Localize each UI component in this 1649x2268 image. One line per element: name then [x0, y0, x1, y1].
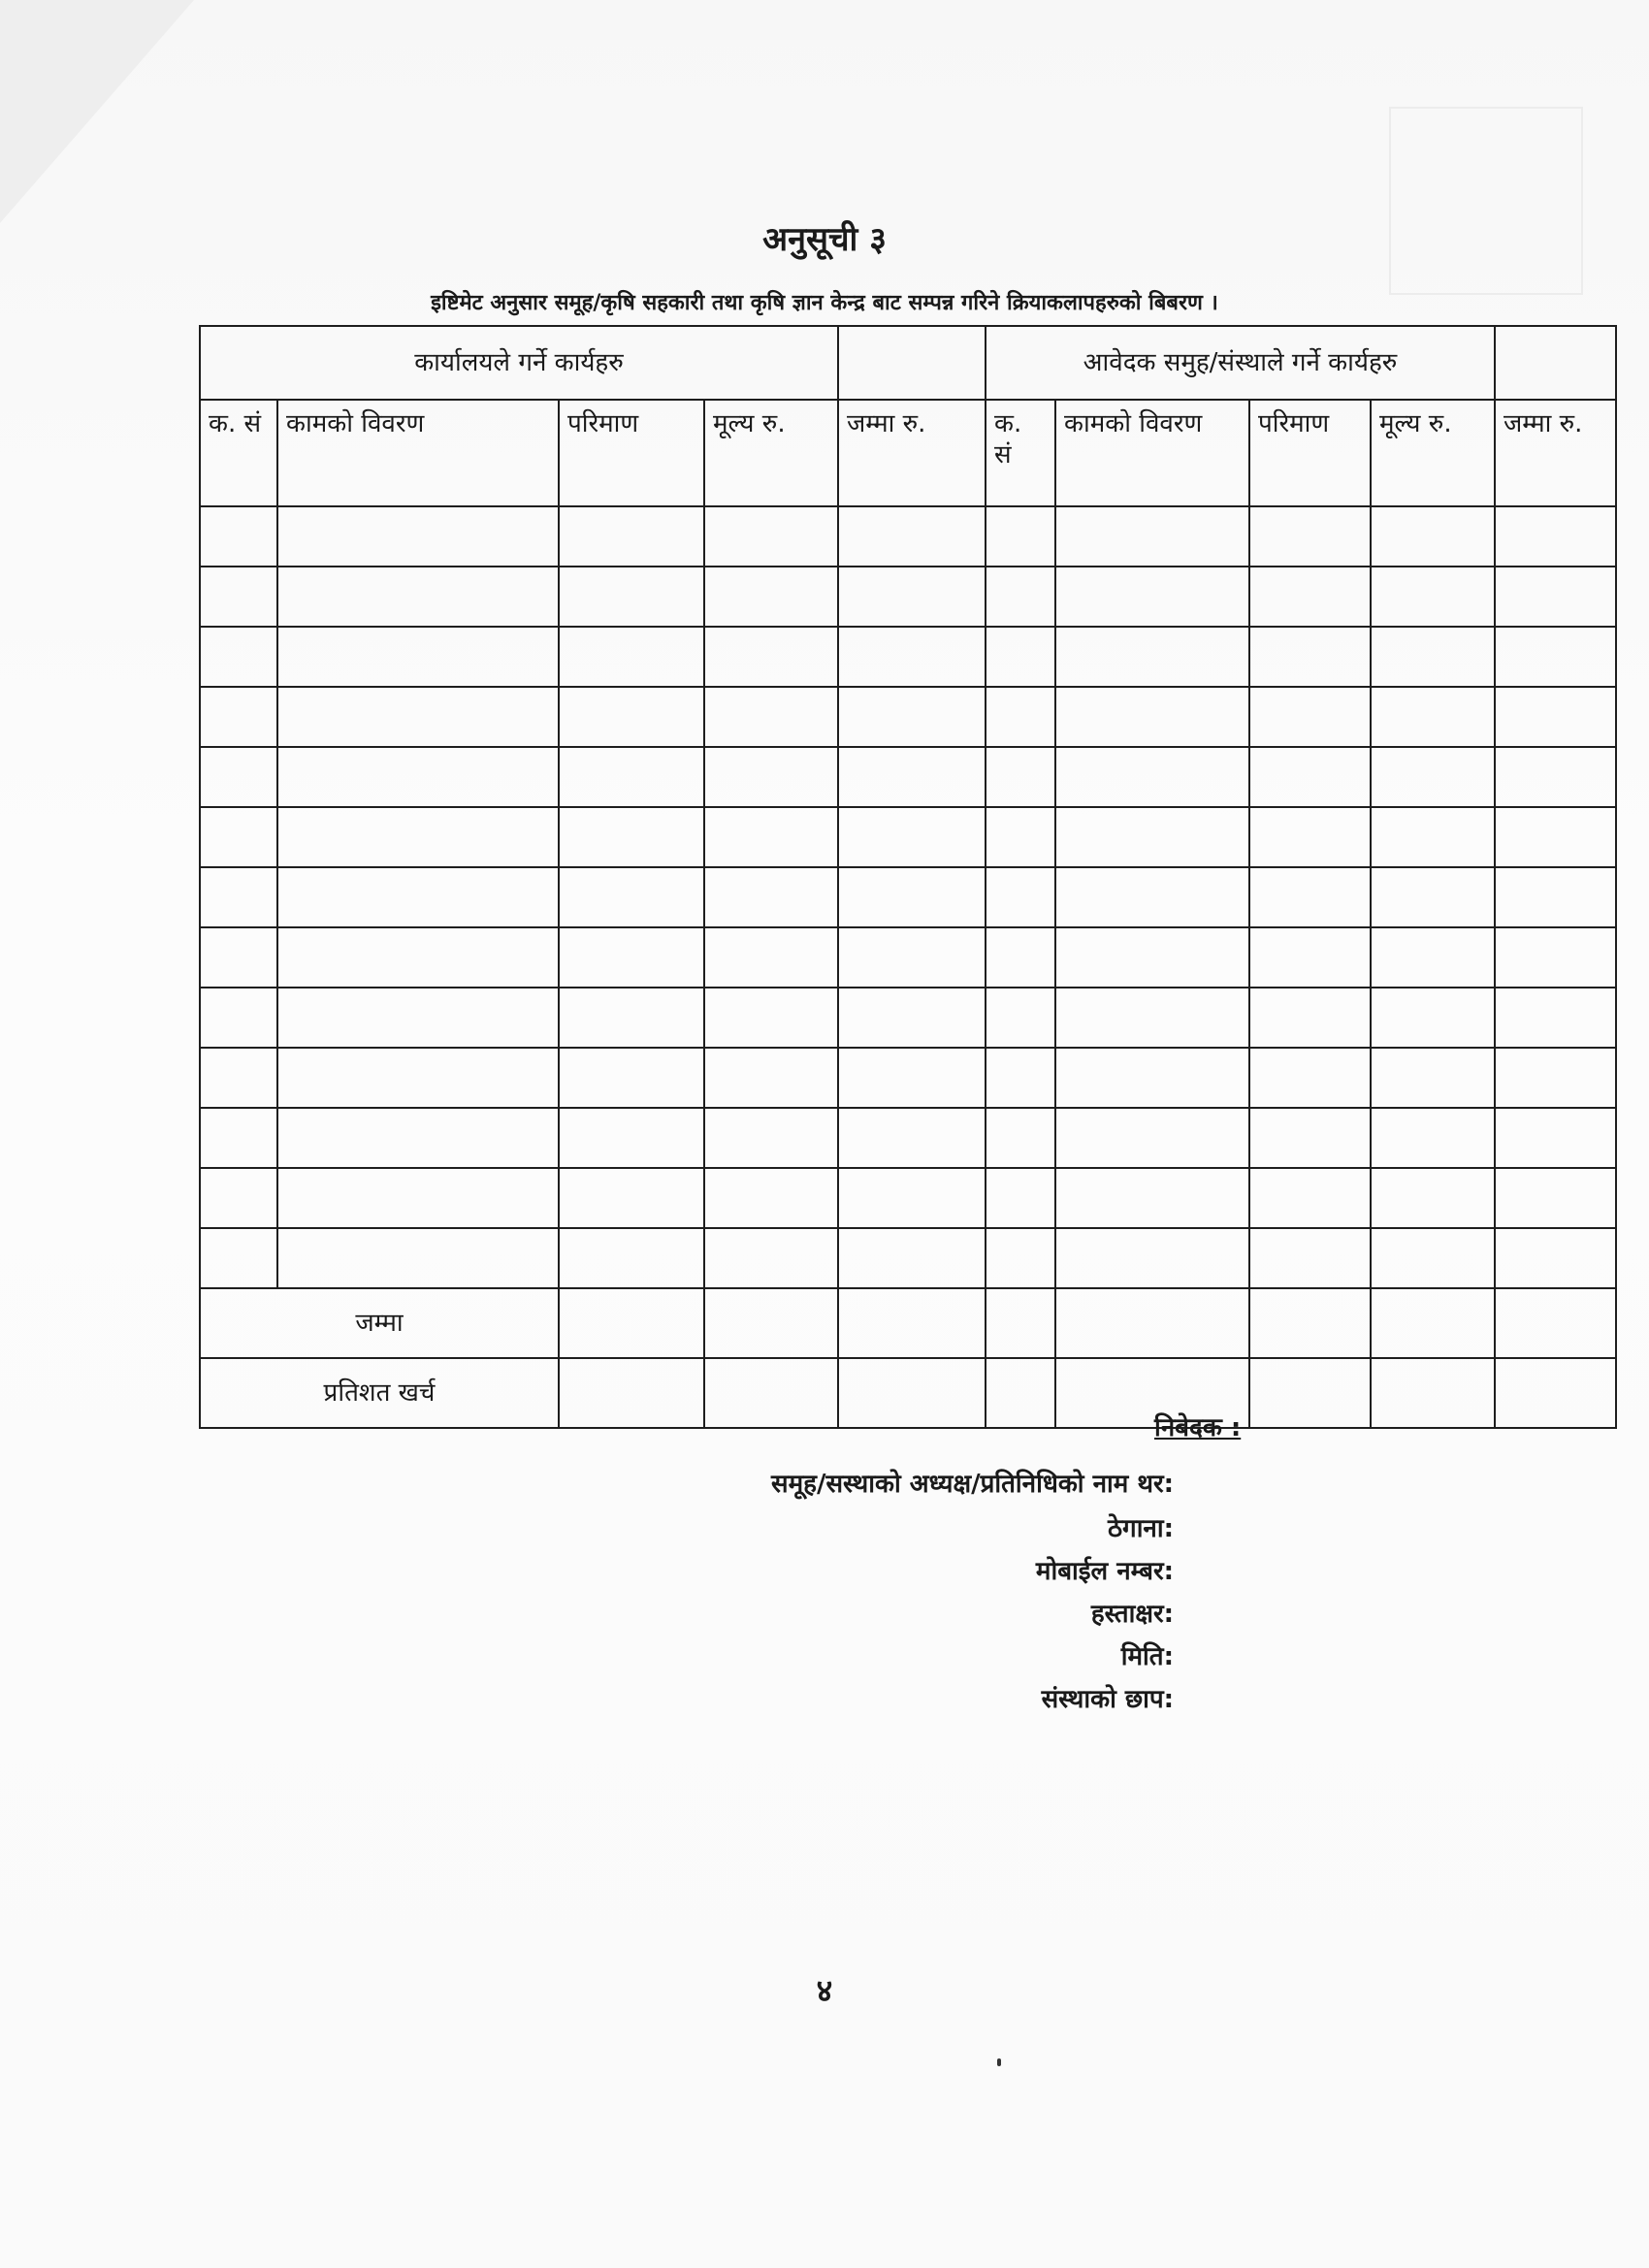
- table-row: [200, 867, 1616, 927]
- col-header-description: कामको विवरण: [1055, 400, 1249, 506]
- table-row: [200, 988, 1616, 1048]
- table-row: [200, 506, 1616, 567]
- bleed-through-stamp-box: [1389, 107, 1583, 295]
- col-header-quantity: परिमाण: [559, 400, 704, 506]
- table-row: [200, 1228, 1616, 1288]
- section-spacer-cell: [1495, 326, 1616, 400]
- table-row: [200, 1168, 1616, 1228]
- col-header-total: जम्मा रु.: [1495, 400, 1616, 506]
- applicant-section-header: आवेदक समुह/संस्थाले गर्ने कार्यहरु: [986, 326, 1495, 400]
- table-row: [200, 927, 1616, 988]
- table-row: [200, 627, 1616, 687]
- page-title: अनुसूची ३: [762, 220, 887, 259]
- col-header-rate: मूल्य रु.: [1371, 400, 1495, 506]
- activities-table: [199, 325, 1617, 1429]
- table-row: [200, 807, 1616, 867]
- ink-speck: [997, 2058, 1001, 2066]
- page-corner-fold: [0, 0, 194, 223]
- percent-expense-label: प्रतिशत खर्च: [200, 1358, 559, 1428]
- col-header-rate: मूल्य रु.: [704, 400, 838, 506]
- page-subtitle: इष्टिमेट अनुसार समूह/कृषि सहकारी तथा कृषि ज्ञान केन्द्र बाट सम्पन्न गरिने क्रियाकलापहरुको बिबरण ।: [431, 291, 1218, 315]
- col-header-total: जम्मा रु.: [838, 400, 986, 506]
- table-row: [200, 1108, 1616, 1168]
- signature-label: हस्ताक्षर:: [1090, 1600, 1174, 1629]
- address-label: ठेगाना:: [1107, 1514, 1174, 1543]
- table-row: [200, 747, 1616, 807]
- table-row: [200, 1048, 1616, 1108]
- section-spacer-cell: [838, 326, 986, 400]
- chair-name-label: समूह/सस्थाको अध्यक्ष/प्रतिनिधिको नाम थर:: [771, 1470, 1174, 1499]
- office-section-header: कार्यालयले गर्ने कार्यहरु: [200, 326, 838, 400]
- col-header-serial: क. सं: [200, 400, 277, 506]
- total-row-label: जम्मा: [200, 1288, 559, 1358]
- stamp-label: संस्थाको छाप:: [1041, 1685, 1174, 1714]
- table-row: [200, 687, 1616, 747]
- page-number: ४: [816, 1972, 833, 2009]
- date-label: मिति:: [1120, 1642, 1174, 1671]
- col-header-quantity: परिमाण: [1249, 400, 1371, 506]
- applicant-heading: निबेदक :: [1154, 1413, 1242, 1442]
- col-header-serial: क. सं: [986, 400, 1055, 506]
- mobile-label: मोबाईल नम्बर:: [1035, 1557, 1174, 1586]
- table-row: [200, 567, 1616, 627]
- col-header-description: कामको विवरण: [277, 400, 559, 506]
